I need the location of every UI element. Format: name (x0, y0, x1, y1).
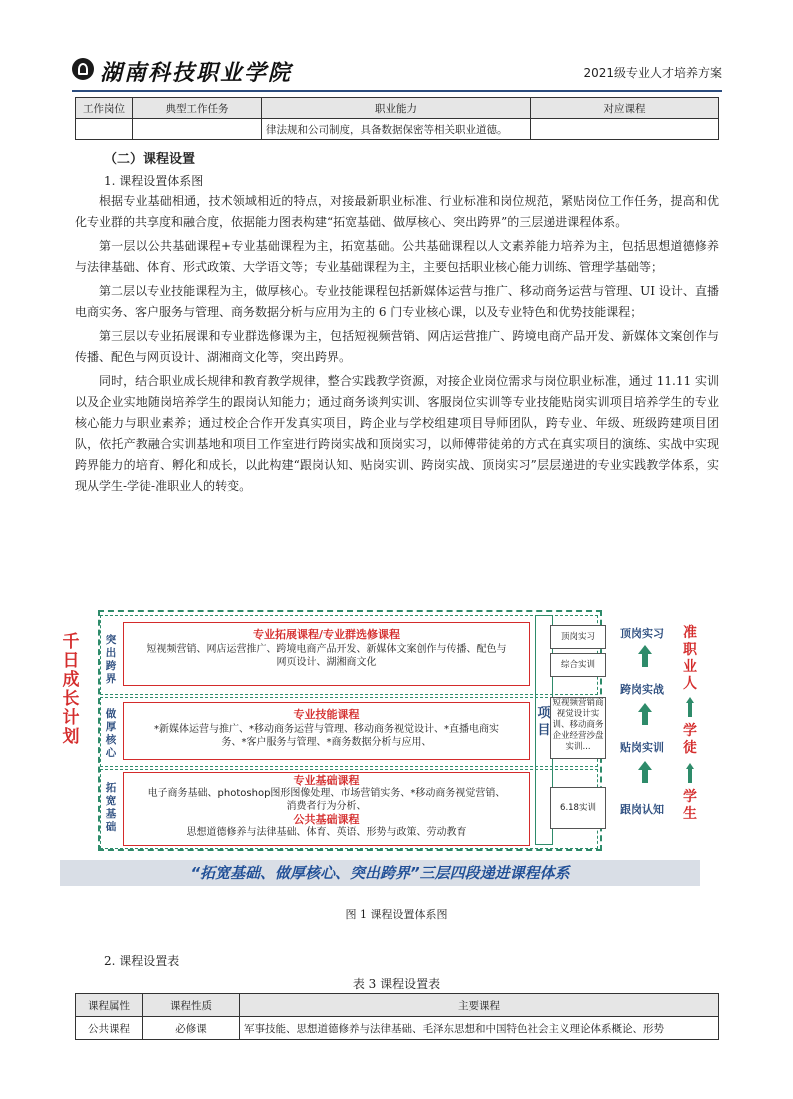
table-cell: 律法规和公司制度，具备数据保密等相关职业道德。 (262, 119, 531, 140)
body-text (75, 191, 719, 497)
course-system-diagram (60, 605, 720, 890)
col-header: 典型工作任务 (133, 98, 262, 119)
header-divider (72, 90, 722, 92)
role-label: 学生 (683, 789, 697, 822)
subsection-title: 2. 课程设置表 (104, 954, 180, 968)
training-box: 短视频营销商视觉设计实训、移动商务企业经营沙盘实训... (550, 697, 606, 759)
col-header: 对应课程 (531, 98, 719, 119)
stage-label: 跟岗认知 (620, 803, 664, 816)
paragraph: 第一层以公共基础课程+专业基础课程为主，拓宽基础。公共基础课程以人文素养能力培养为主，包括思想道德修养与法律基础、体育、形式政策、大学语文等；专业基础课程为主，主要包括职业核心能力训练、管理学基础等； (75, 239, 719, 274)
table-cell (133, 119, 262, 140)
paragraph: 同时，结合职业成长规律和教育教学规律，整合实践教学资源，对接企业岗位需求与岗位职业标准，通过 11.11 实训以及企业实地随岗培养学生的跟岗认知能力；通过商务谈判实训、客服岗位实训等专业技能贴岗实训项目培养学生的专业核心能力与职业素养；通过校企合作开发真实项目，跨企业与学校组建项目导师团队，跨专业、年级、班级跨建项目团队，依托产教融合实训基地和项目工作室进行跨岗实战和顶岗实习，以师傅带徒弟的方式在真实项目的演练、实战中实现跨界能力的培育、孵化和成长，以此构建“跟岗认知、贴岗实训、跨岗实战、顶岗实习”层层递进的专业实践教学体系，实现从学生-学徒-准职业人的转变。 (75, 374, 719, 493)
zone-label: 突出跨界 (105, 634, 117, 685)
table-cell: 必修课 (143, 1017, 240, 1040)
up-arrow-icon (638, 761, 652, 783)
zone-core (100, 697, 598, 767)
paragraph: 第三层以专业拓展课和专业群选修课为主，包括短视频营销、网店运营推广、跨境电商产品开发、新媒体文案创作与传播、配色与网页设计、湖湘商文化等，突出跨界。 (75, 329, 719, 364)
training-box: 顶岗实习 (550, 625, 606, 649)
page-header (72, 58, 722, 86)
box-title: 专业拓展课程/专业群选修课程 (252, 628, 401, 641)
section-heading: （二）课程设置 (104, 152, 196, 167)
col-header: 主要课程 (240, 994, 719, 1017)
role-label: 学徒 (683, 723, 697, 756)
growth-plan-title: 千日成长计划 (62, 632, 80, 747)
stage-label: 顶岗实习 (620, 627, 664, 640)
diagram-banner: “拓宽基础、做厚核心、突出跨界”三层四段递进课程体系 (60, 860, 700, 886)
box-text: 电子商务基础、photoshop图形图像处理、市场营销实务、*移动商务视觉营销、消费者行为分析、 (147, 788, 506, 812)
col-header: 课程属性 (76, 994, 143, 1017)
box-text: 短视频营销、网店运营推广、跨境电商产品开发、新媒体文案创作与传播、配色与网页设计、湖湘商文化 (146, 644, 507, 668)
zone-label: 做厚核心 (105, 708, 117, 759)
table-cell: 公共课程 (76, 1017, 143, 1040)
table-cell: 军事技能、思想道德修养与法律基础、毛泽东思想和中国特色社会主义理论体系概论、形势 (240, 1017, 719, 1040)
stage-label: 贴岗实训 (620, 741, 664, 754)
plan-title: 2021级专业人才培养方案 (583, 66, 722, 80)
table-cell (76, 119, 133, 140)
zone-cross-border (100, 615, 598, 695)
training-box: 6.18实训 (550, 787, 606, 829)
box-text: 思想道德修养与法律基础、体育、英语、形势与政策、劳动教育 (186, 827, 467, 838)
table-cell (531, 119, 719, 140)
up-arrow-icon (686, 697, 694, 717)
box-text: *新媒体运营与推广、*移动商务运营与管理、移动商务视觉设计、*直播电商实务、*客户服务与管理、*商务数据分析与应用、 (154, 724, 499, 748)
table-row (76, 1017, 719, 1040)
up-arrow-icon (638, 645, 652, 667)
zone-label: 拓宽基础 (105, 782, 117, 833)
foundation-course-box (123, 772, 530, 846)
subsection-title: 1. 课程设置体系图 (104, 174, 204, 188)
job-ability-table (75, 97, 719, 140)
course-table (75, 993, 719, 1040)
expansion-course-box (123, 622, 530, 686)
school-name: 湖南科技职业学院 (100, 60, 293, 86)
school-logo-icon (72, 58, 94, 80)
project-label: 项目 (537, 706, 551, 738)
table-title: 表 3 课程设置表 (352, 977, 441, 991)
table-header-row (76, 994, 719, 1017)
col-header: 职业能力 (262, 98, 531, 119)
box-title: 公共基础课程 (293, 813, 360, 826)
col-header: 工作岗位 (76, 98, 133, 119)
paragraph: 根据专业基础相通，技术领域相近的特点，对接最新职业标准、行业标准和岗位规范，紧贴岗位工作任务，提高和优化专业群的共享度和融合度，依据能力图表构建“拓宽基础、做厚核心、突出跨界”的三层递进课程体系。 (75, 194, 719, 229)
figure-caption: 图 1 课程设置体系图 (345, 908, 448, 921)
skill-course-box (123, 702, 530, 760)
role-label: 准职业人 (683, 625, 697, 692)
box-title: 专业基础课程 (293, 774, 360, 787)
up-arrow-icon (686, 763, 694, 783)
training-box: 综合实训 (550, 653, 606, 677)
zone-foundation (100, 769, 598, 849)
stage-label: 跨岗实战 (620, 683, 664, 696)
table-row (76, 119, 719, 140)
box-title: 专业技能课程 (293, 708, 360, 721)
col-header: 课程性质 (143, 994, 240, 1017)
up-arrow-icon (638, 703, 652, 725)
paragraph: 第二层以专业技能课程为主，做厚核心。专业技能课程包括新媒体运营与推广、移动商务运营与管理、UI 设计、直播电商实务、客户服务与管理、商务数据分析与应用为主的 6 门专业核心课，以及专业特色和优势技能课程； (75, 284, 719, 319)
table-header-row (76, 98, 719, 119)
